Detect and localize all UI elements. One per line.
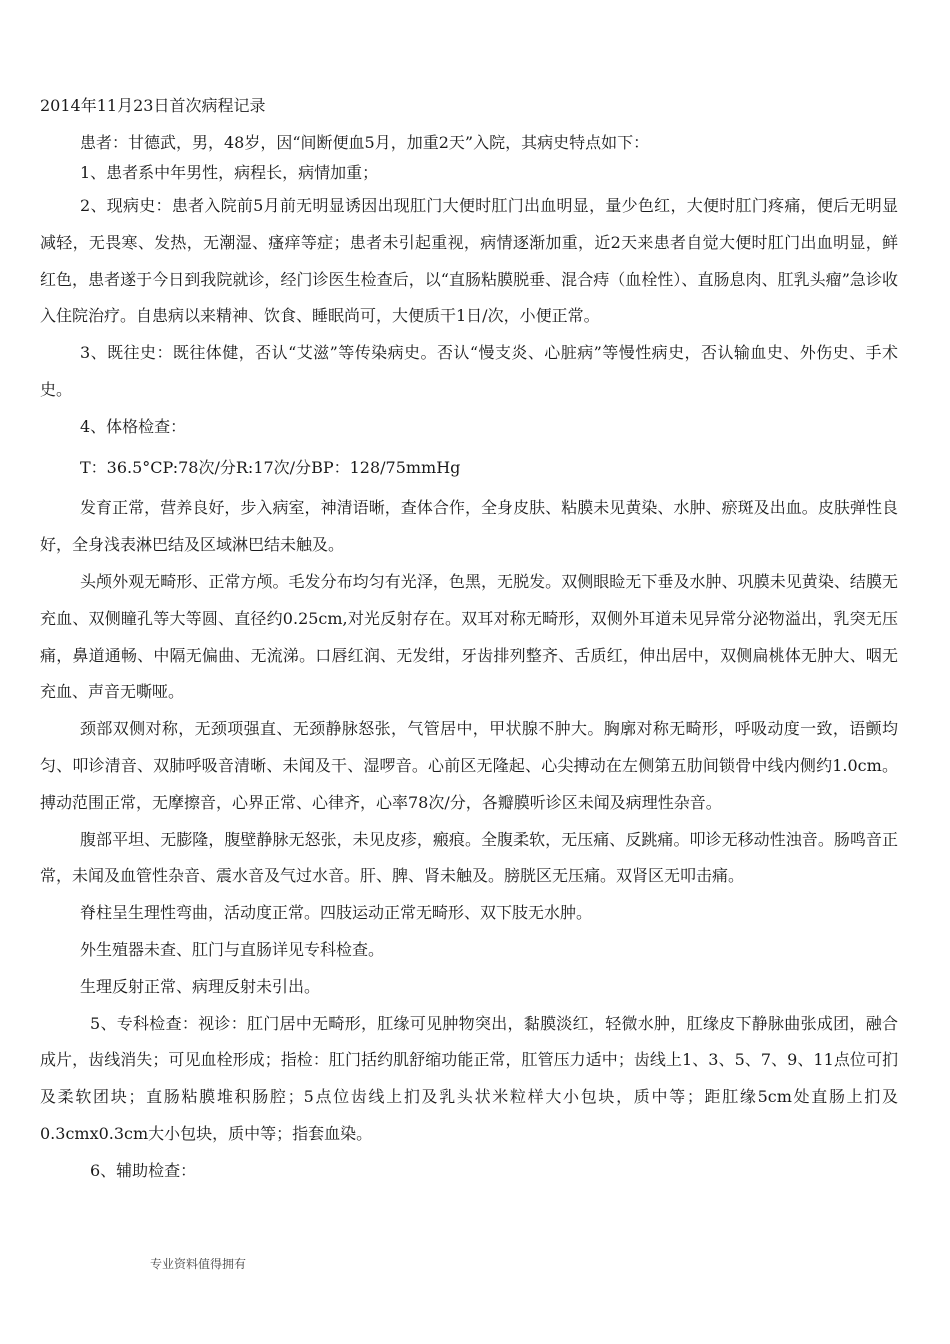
present-illness: 2、现病史：患者入院前5月前无明显诱因出现肛门大便时肛门出血明显，量少色红，大便时肛门疼痛，便后无明显减轻，无畏寒、发热，无潮湿、瘙痒等症；患者未引起重视，病情逐渐加重，近2天来患者自觉大便时肛门出血明显，鲜红色，患者遂于今日到我院就诊，经门诊医生检查后，以“直肠粘膜脱垂、混合痔（血栓性）、直肠息肉、肛乳头瘤”急诊收入住院治疗。自患病以来精神、饮食、睡眠尚可，大便质干1日/次，小便正常。 (40, 196, 898, 326)
neck-chest-exam: 颈部双侧对称，无颈项强直、无颈静脉怒张，气管居中，甲状腺不肿大。胸廓对称无畸形，呼吸动度一致，语颤均匀、叩诊清音、双肺呼吸音清晰、未闻及干、湿啰音。心前区无隆起、心尖搏动在左侧第五肋间锁骨中线内侧约1.0cm。搏动范围正常，无摩擦音，心界正常、心律齐，心率78次/分，各瓣膜听诊区未闻及病理性杂音。 (40, 719, 898, 812)
genital-anal-exam: 外生殖器未查、肛门与直肠详见专科检查。 (80, 939, 385, 959)
abdomen-exam: 腹部平坦、无膨隆，腹壁静脉无怒张，未见皮疹，瘢痕。全腹柔软，无压痛、反跳痛。叩诊无移动性浊音。肠鸣音正常，未闻及血管性杂音、震水音及气过水音。肝、脾、肾未触及。膀胱区无压痛。双肾区无叩击痛。 (40, 829, 898, 886)
page-footer: 专业资料值得拥有 (150, 1257, 247, 1271)
specialist-exam: 5、专科检查：视诊：肛门居中无畸形，肛缘可见肿物突出，黏膜淡红，轻微水肿，肛缘皮下静脉曲张成团，融合成片，齿线消失；可见血栓形成；指检：肛门括约肌舒缩功能正常，肛管压力适中；齿线上1、3、5、7、9、11点位可扪及柔软团块；直肠粘膜堆积肠腔；5点位齿线上扪及乳头状米粒样大小包块，质中等；距肛缘5cm处直肠上扪及0.3cmx0.3cm大小包块，质中等；指套血染。 (40, 1013, 898, 1143)
characteristic-1: 1、患者系中年男性，病程长，病情加重； (80, 163, 379, 182)
spine-limbs-exam: 脊柱呈生理性弯曲，活动度正常。四肢运动正常无畸形、双下肢无水肿。 (80, 903, 593, 923)
medical-record-document (40, 96, 898, 1190)
head-exam: 头颅外观无畸形、正常方颅。毛发分布均匀有光泽，色黑，无脱发。双侧眼睑无下垂及水肿、巩膜未见黄染、结膜无充血、双侧瞳孔等大等圆、直径约0.25cm,对光反射存在。双耳对称无畸形，双侧外耳道未见异常分泌物溢出，乳突无压痛，鼻道通畅、中隔无偏曲、无流涕。口唇红润、无发绀，牙齿排列整齐、舌质红，伸出居中，双侧扁桃体无肿大、咽无充血、声音无嘶哑。 (40, 571, 898, 702)
physical-exam-heading: 4、体格检查： (80, 416, 187, 436)
general-exam: 发育正常，营养良好，步入病室，神清语晰，查体合作，全身皮肤、粘膜未见黄染、水肿、瘀斑及出血。皮肤弹性良好，全身浅表淋巴结及区域淋巴结未触及。 (40, 498, 898, 555)
patient-summary: 患者：甘德武，男，48岁，因“间断便血5月，加重2天”入院，其病史特点如下： (80, 133, 650, 152)
record-title: 2014年11月23日首次病程记录 (40, 96, 266, 115)
past-history: 3、既往史：既往体健，否认“艾滋”等传染病史。否认“慢支炎、心脏病”等慢性病史，否认输血史、外伤史、手术史。 (40, 343, 898, 399)
auxiliary-exam-heading: 6、辅助检查： (90, 1160, 197, 1180)
vital-signs: T：36.5°CP:78次/分R:17次/分BP：128/75mmHg (80, 457, 461, 477)
reflex-exam: 生理反射正常、病理反射未引出。 (80, 976, 321, 996)
